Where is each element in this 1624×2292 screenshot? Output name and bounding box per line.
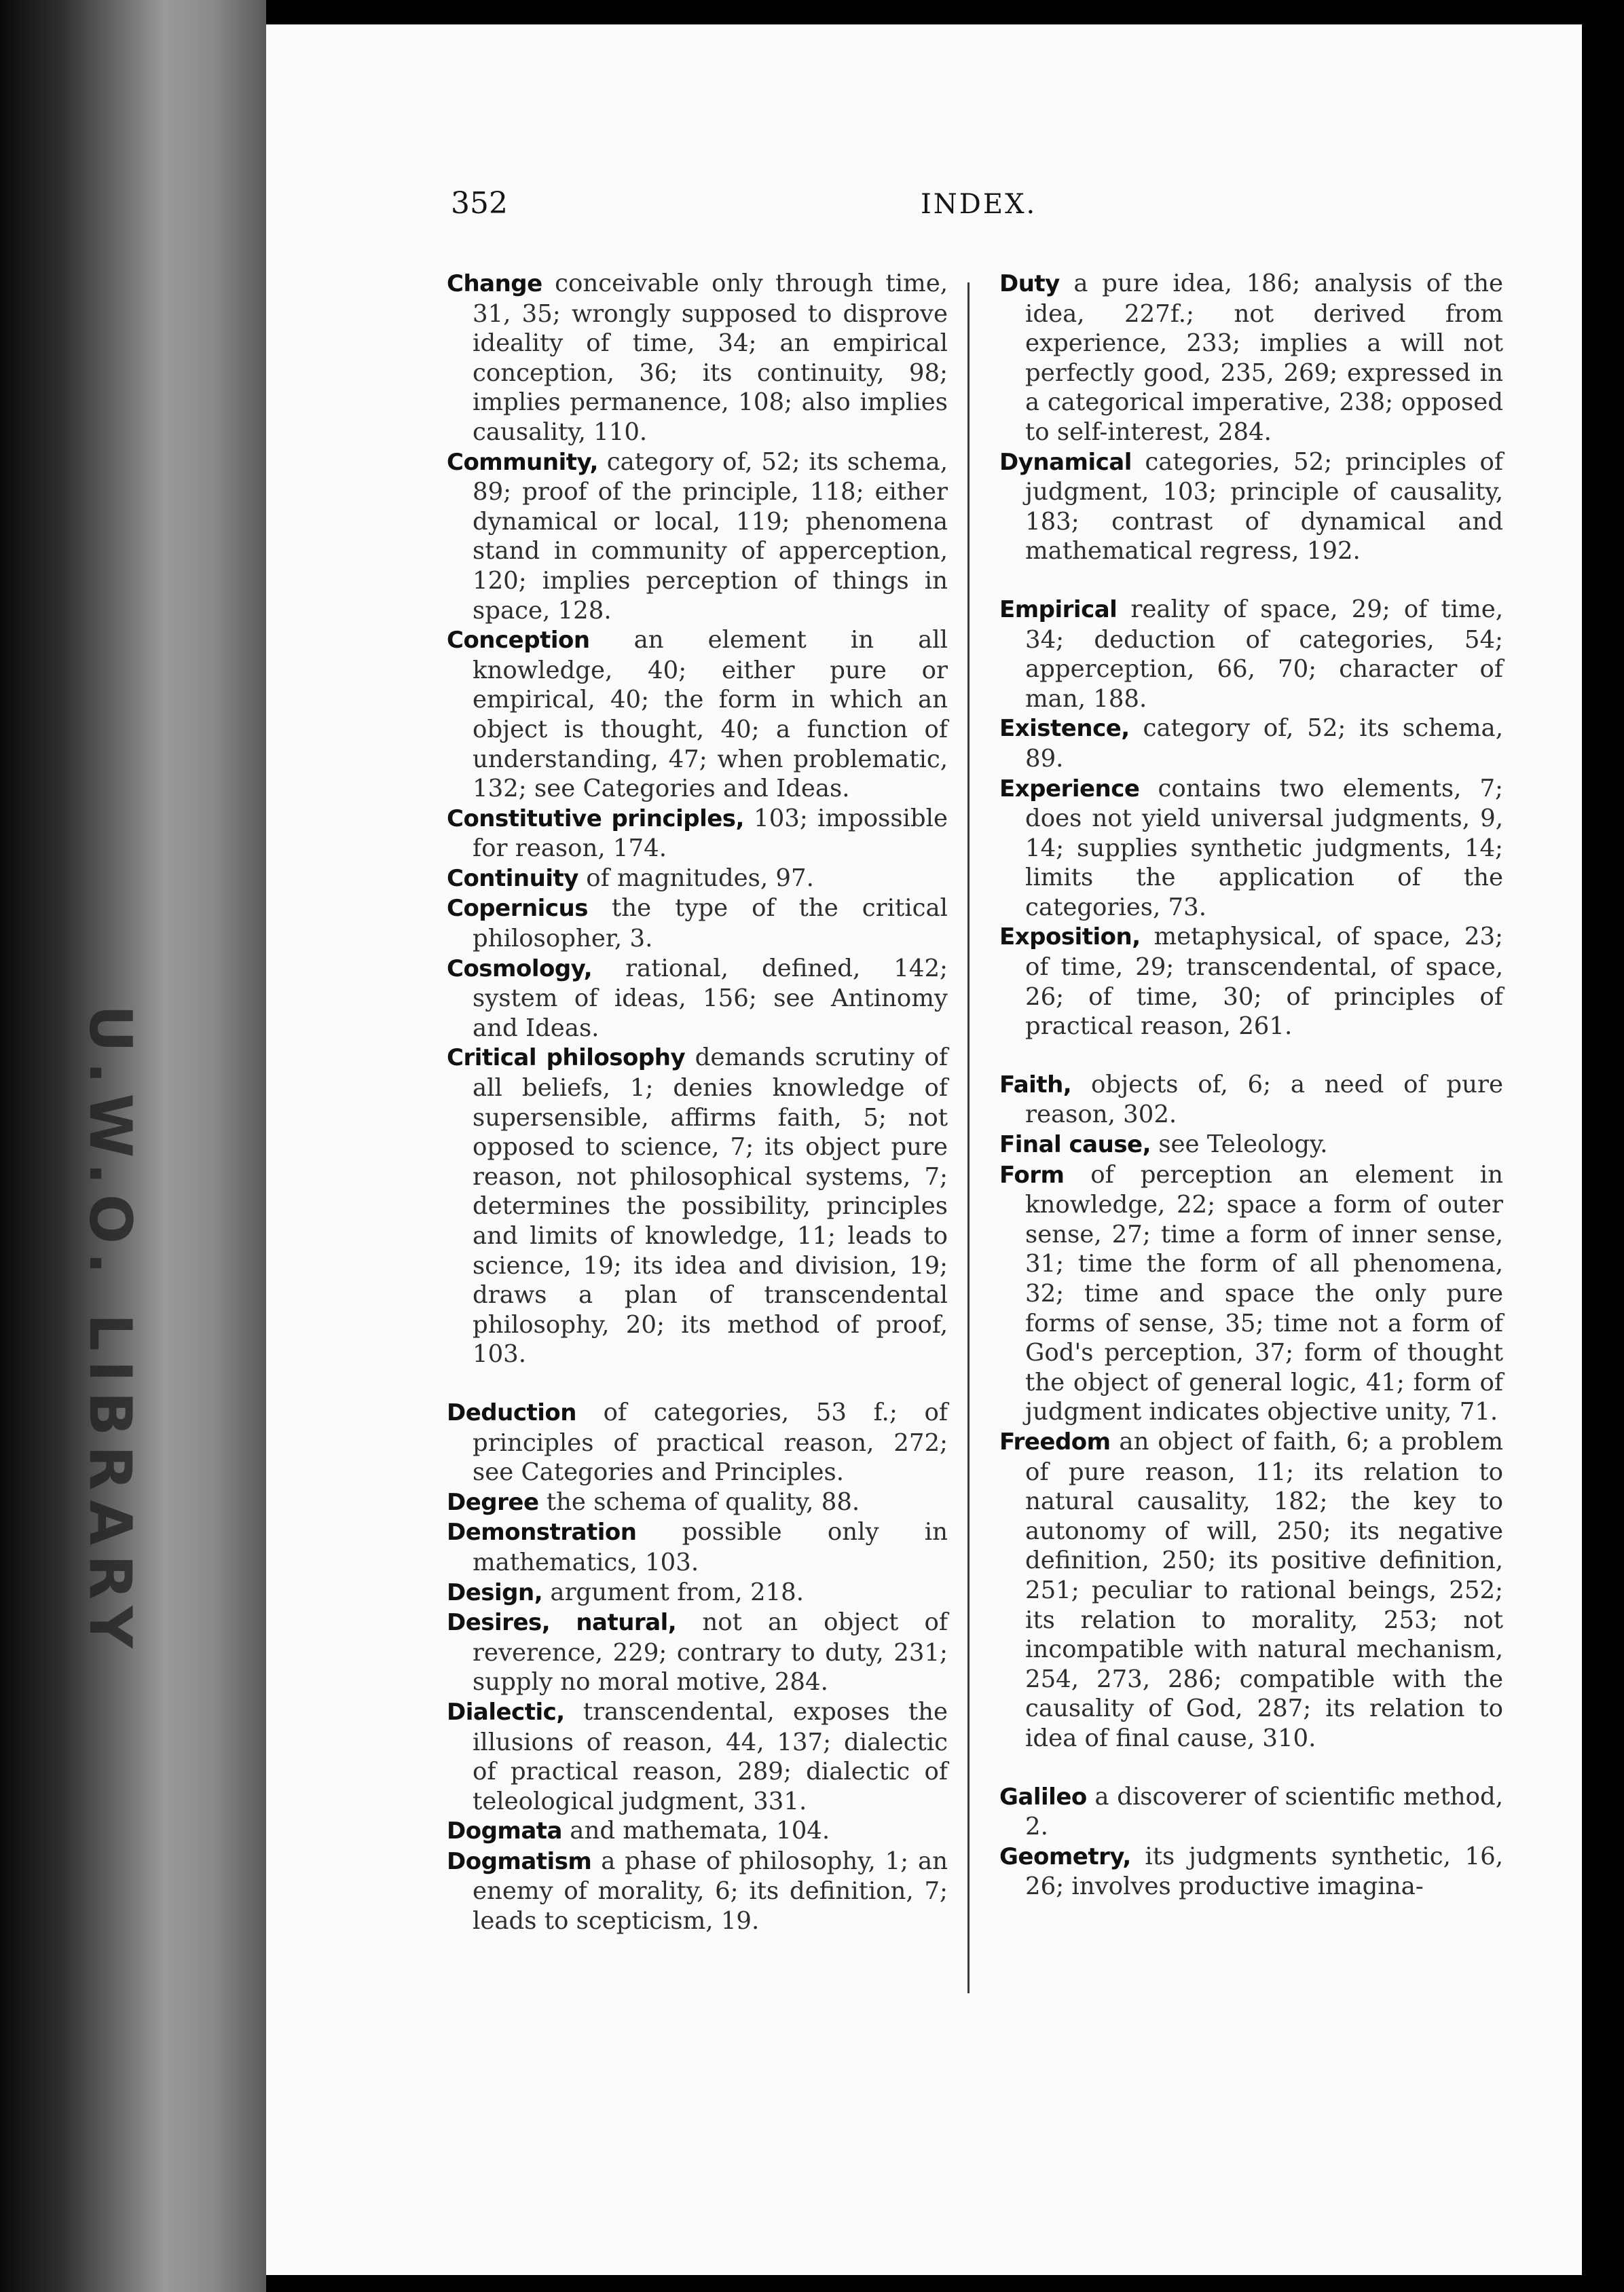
index-entry (447, 864, 948, 894)
column-divider (967, 282, 970, 1993)
index-entry-heading: Degree (447, 1488, 539, 1516)
index-entry-heading: Final cause, (999, 1131, 1151, 1159)
index-entry-heading: Deduction (447, 1399, 576, 1426)
index-entry (447, 1487, 948, 1518)
index-entry-heading: Change (447, 270, 542, 297)
index-entry-text: possible only in mathematics, 103. (473, 1518, 948, 1576)
index-entry (447, 1608, 948, 1697)
index-entry-heading: Existence, (999, 715, 1130, 743)
index-entry (447, 1697, 948, 1816)
index-entry-heading: Dialectic, (447, 1698, 565, 1726)
index-entry-text: categories, 52; principles of judgment, 103; principle of causality, 183; contrast of dynamical and mathematical regress, 192. (1025, 447, 1503, 566)
index-entry-heading: Dogmatism (447, 1847, 592, 1875)
index-entry-text: metaphysical, of space, 23; of time, 29; transcendental, of space, 26; of time, 30; of principles of practical reason, 261. (1025, 923, 1503, 1041)
index-entry-text: 103; impossible for reason, 174. (473, 804, 948, 863)
index-entry-heading: Faith, (999, 1071, 1072, 1098)
index-entry-heading: Dynamical (999, 448, 1132, 476)
book-spine-edge (0, 0, 266, 2292)
index-entry-text: reality of space, 29; of time, 34; deduction of categories, 54; apperception, 66, 70; character of man, 188. (1025, 595, 1503, 713)
index-entry (999, 1130, 1503, 1160)
index-entry (999, 1427, 1503, 1754)
index-entry-text: not an object of reverence, 229; contrary to duty, 231; supply no moral motive, 284. (473, 1608, 948, 1697)
index-entry-heading: Design, (447, 1578, 543, 1606)
index-entry-heading: Cosmology, (447, 955, 593, 982)
index-entry (999, 1782, 1503, 1842)
index-entry-text: an element in all knowledge, 40; either pure or empirical, 40; the form in which an object is thought, 40; a function of understanding, 47; when problematic, 132; see Categories and Ideas. (473, 626, 948, 803)
index-entry-text: demands scrutiny of all beliefs, 1; denies knowledge of supersensible, affirms faith, 5; not opposed to science, 7; its object pure reason, not philosophical systems, 7; determines the possibility, principles and limits of knowledge, 11; leads to science, 19; its idea and division, 19; draws a plan of transcendental philosophy, 20; its method of proof, 103. (473, 1043, 948, 1369)
index-entry-text: category of, 52; its schema, 89; proof of the principle, 118; either dynamical or local, 119; phenomena stand in community of apperception, 120; implies perception of things in space, 128. (473, 447, 948, 625)
index-entry (447, 269, 948, 447)
index-entry-heading: Freedom (999, 1428, 1111, 1456)
index-entry (999, 922, 1503, 1041)
index-entry-heading: Community, (447, 448, 598, 476)
index-entry (447, 1847, 948, 1936)
index-entry (447, 1517, 948, 1577)
index-entry (999, 1070, 1503, 1130)
index-entry-heading: Demonstration (447, 1519, 637, 1547)
index-entry-heading: Galileo (999, 1783, 1087, 1811)
index-entry-heading: Dogmata (447, 1817, 562, 1845)
index-entry-text: rational, defined, 142; system of ideas, 156; see Antinomy and Ideas. (473, 954, 948, 1042)
index-entry-text: of perception an element in knowledge, 22; space a form of outer sense, 27; time a form of inner sense, 31; time the form of all phenomena, 32; time and space the only pure forms of sense, 35; time not a form of God's perception, 37; form of thought the object of general logic, 41; form of judgment indicates objective unity, 71. (1025, 1160, 1503, 1426)
index-entry-heading: Form (999, 1161, 1065, 1189)
index-entry-text: a discoverer of scientific method, 2. (1025, 1782, 1503, 1841)
index-entry-text: the schema of quality, 88. (538, 1487, 860, 1516)
index-entry (447, 1398, 948, 1487)
index-entry (999, 447, 1503, 566)
index-entry (447, 1816, 948, 1847)
index-entry (447, 893, 948, 953)
index-entry (999, 269, 1503, 447)
index-entry-text: see Teleology. (1151, 1130, 1328, 1159)
index-entry-text: of magnitudes, 97. (578, 864, 814, 892)
index-entry-text: a pure idea, 186; analysis of the idea, 227f.; not derived from experience, 233; implies a will not perfectly good, 235, 269; expressed in a categorical imperative, 238; opposed to self-interest, 284. (1025, 270, 1503, 446)
index-entry-text: argument from, 218. (542, 1578, 804, 1606)
index-entry (447, 804, 948, 864)
index-entry (447, 1043, 948, 1369)
index-entry-heading: Empirical (999, 595, 1118, 623)
index-column-left (447, 269, 948, 1936)
index-entry-text: category of, 52; its schema, 89. (1025, 714, 1503, 773)
index-entry-text: its judgments synthetic, 16, 26; involves productive imagina- (1025, 1842, 1503, 1901)
index-entry-heading: Desires, natural, (447, 1609, 677, 1637)
index-entry-text: of categories, 53 f.; of principles of practical reason, 272; see Categories and Principles. (473, 1398, 948, 1487)
index-entry-heading: Critical philosophy (447, 1044, 686, 1072)
index-entry-heading: Continuity (447, 864, 578, 892)
library-stamp: U.W.O. LIBRARY (76, 1005, 144, 1658)
index-entry-text: and mathemata, 104. (562, 1817, 830, 1845)
index-entry (447, 954, 948, 1043)
index-entry (999, 774, 1503, 923)
index-entry-text: contains two elements, 7; does not yield universal judgments, 9, 14; supplies synthetic judgments, 14; limits the application of the categories, 73. (1025, 774, 1503, 921)
index-column-right (999, 269, 1503, 1902)
running-head: INDEX. (921, 189, 1037, 220)
index-entry-heading: Exposition, (999, 923, 1141, 951)
index-entry-text: transcendental, exposes the illusions of reason, 44, 137; dialectic of practical reason, 289; dialectic of teleological judgment, 331. (473, 1697, 948, 1815)
index-entry-heading: Geometry, (999, 1843, 1131, 1870)
index-entry-text: an object of faith, 6; a problem of pure reason, 11; its relation to natural causality, 182; the key to autonomy of will, 250; its negative definition, 250; its positive definition, 251; peculiar to rational beings, 252; its relation to morality, 253; not incompatible with natural mechanism, 254, 273, 286; compatible with the causality of God, 287; its relation to idea of final cause, 310. (1025, 1427, 1503, 1752)
index-entry (999, 595, 1503, 714)
index-entry (447, 1578, 948, 1608)
page-number: 352 (451, 186, 508, 221)
index-entry (447, 447, 948, 626)
index-entry (447, 625, 948, 804)
index-entry (999, 714, 1503, 773)
index-entry-text: a phase of philosophy, 1; an enemy of morality, 6; its definition, 7; leads to scepticism, 19. (473, 1847, 948, 1936)
index-entry-heading: Constitutive principles, (447, 805, 744, 832)
index-entry-text: objects of, 6; a need of pure reason, 302. (1025, 1070, 1503, 1129)
index-entry-heading: Conception (447, 627, 590, 654)
index-entry-text: conceivable only through time, 31, 35; wrongly supposed to disprove ideality of time, 34; an empirical conception, 36; its continuity, 98; implies permanence, 108; also implies causality, 110. (473, 270, 948, 446)
index-entry (999, 1842, 1503, 1902)
index-entry-heading: Experience (999, 775, 1140, 802)
index-entry-heading: Duty (999, 270, 1060, 297)
index-entry-text: the type of the critical philosopher, 3. (473, 894, 948, 953)
index-page (266, 24, 1582, 2275)
index-entry (999, 1160, 1503, 1427)
index-entry-heading: Copernicus (447, 895, 588, 923)
